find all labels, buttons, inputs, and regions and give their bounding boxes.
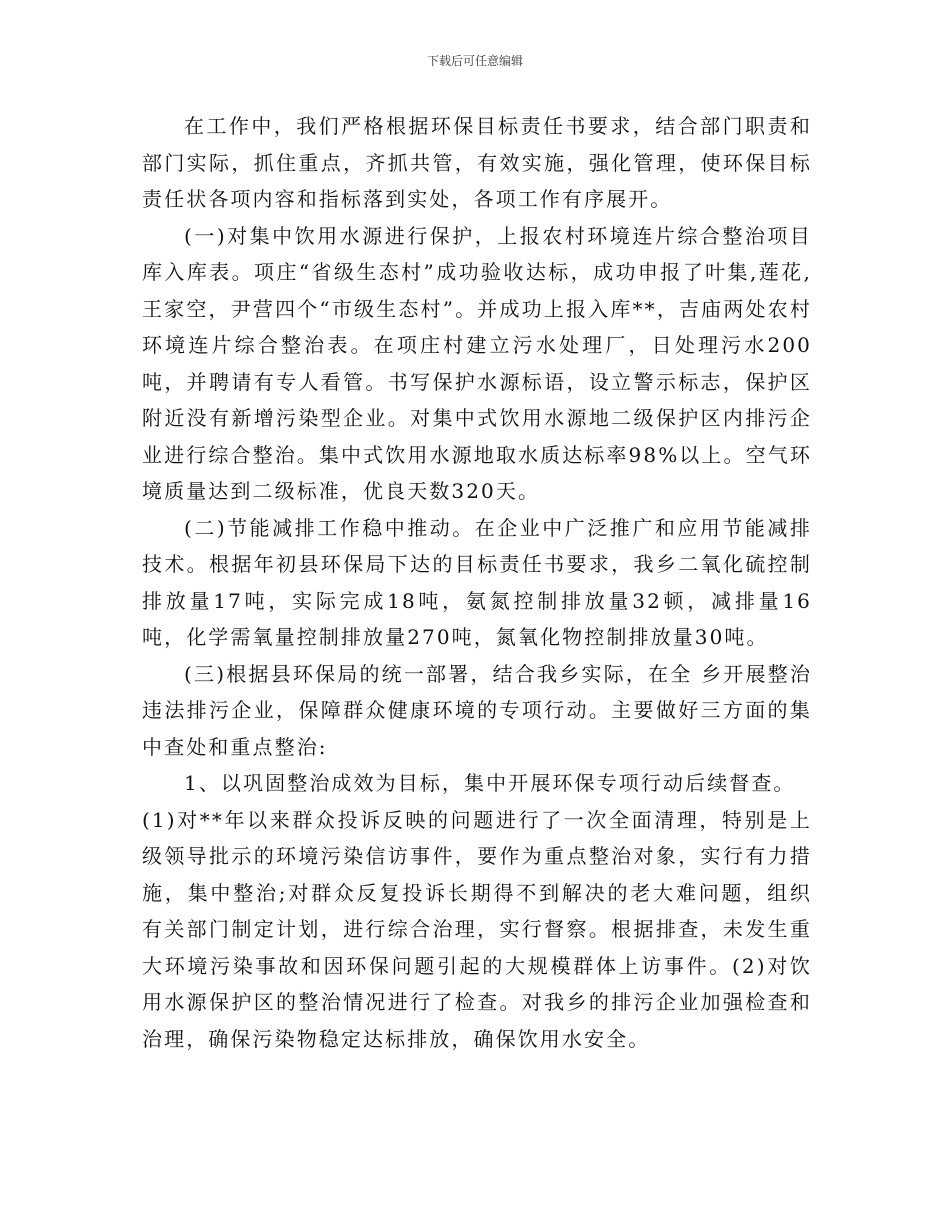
paragraph-section-1: (一)对集中饮用水源进行保护，上报农村环境连片综合整治项目库入库表。项庄“省级生态村”成功验收达标，成功申报了叶集,莲花,王家空，尹营四个“市级生态村”。并成功上报入库**，吉庙两处农村环境连片综合整治表。在项庄村建立污水处理厂，日处理污水200吨，并聘请有专人看管。书写保护水源标语，设立警示标志，保护区附近没有新增污染型企业。对集中式饮用水源地二级保护区内排污企业进行综合整治。集中式饮用水源地取水质达标率98%以上。空气环境质量达到二级标准，优良天数320天。 (142, 223, 812, 503)
document-body (142, 108, 812, 1057)
page-header: 下载后可任意编辑 (426, 54, 523, 68)
paragraph-item-1: 1、以巩固整治成效为目标，集中开展环保专项行动后续督查。 (184, 771, 796, 795)
paragraph-section-3: (三)根据县环保局的统一部署，结合我乡实际，在全 乡开展整治违法排污企业，保障群众健康环境的专项行动。主要做好三方面的集中查处和重点整治: (142, 661, 812, 759)
paragraph-item-1-details: (1)对**年以来群众投诉反映的问题进行了一次全面清理，特别是上级领导批示的环境污染信访事件，要作为重点整治对象，实行有力措施，集中整治;对群众反复投诉长期得不到解决的老大难问题，组织有关部门制定计划，进行综合治理，实行督察。根据排查，未发生重大环境污染事故和因环保问题引起的大规模群体上访事件。(2)对饮用水源保护区的整治情况进行了检查。对我乡的排污企业加强检查和治理，确保污染物稳定达标排放，确保饮用水安全。 (142, 807, 812, 1051)
paragraph-section-2: (二)节能减排工作稳中推动。在企业中广泛推广和应用节能减排技术。根据年初县环保局下达的目标责任书要求，我乡二氧化硫控制排放量17吨，实际完成18吨，氨氮控制排放量32顿，减排量16吨，化学需氧量控制排放量270吨，氮氧化物控制排放量30吨。 (142, 515, 812, 649)
paragraph-intro: 在工作中，我们严格根据环保目标责任书要求，结合部门职责和部门实际，抓住重点，齐抓共管，有效实施，强化管理，使环保目标责任状各项内容和指标落到实处，各项工作有序展开。 (142, 114, 812, 211)
